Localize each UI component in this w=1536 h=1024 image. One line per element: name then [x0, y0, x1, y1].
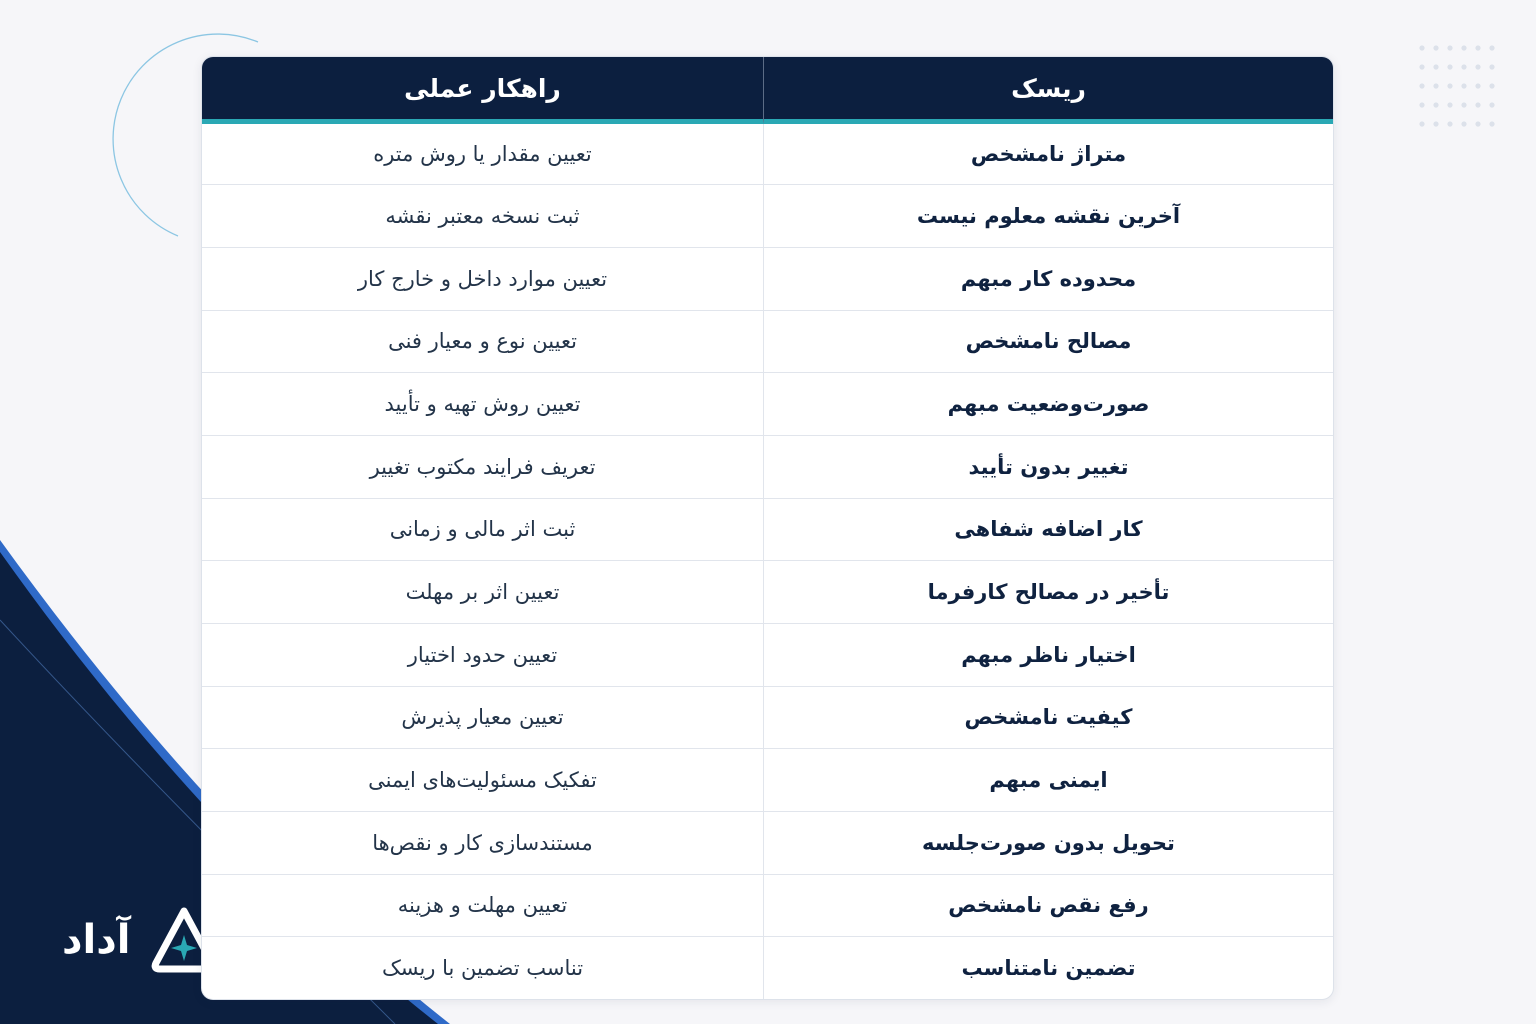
table-row	[202, 247, 1333, 310]
table-row	[202, 498, 1333, 561]
risk-cell: کار اضافه شفاهی	[763, 498, 1333, 561]
risk-cell: مصالح نامشخص	[763, 310, 1333, 373]
solution-cell: تناسب تضمین با ریسک	[202, 936, 763, 999]
risk-cell: کیفیت نامشخص	[763, 686, 1333, 749]
solution-cell: تعیین مهلت و هزینه	[202, 874, 763, 937]
risk-cell: محدوده کار مبهم	[763, 247, 1333, 310]
table-row	[202, 874, 1333, 937]
risk-cell: تحویل بدون صورت‌جلسه	[763, 811, 1333, 874]
risk-cell: تضمین نامتناسب	[763, 936, 1333, 999]
risk-solution-table	[201, 56, 1334, 1000]
table-row	[202, 748, 1333, 811]
solution-cell: تعریف فرایند مکتوب تغییر	[202, 435, 763, 498]
risk-cell: آخرین نقشه معلوم نیست	[763, 184, 1333, 247]
solution-cell: تعیین اثر بر مهلت	[202, 560, 763, 623]
brand-name: آداد	[62, 917, 131, 963]
risk-cell: متراژ نامشخص	[763, 124, 1333, 184]
table-row	[202, 811, 1333, 874]
table-row	[202, 560, 1333, 623]
solution-cell: مستندسازی کار و نقص‌ها	[202, 811, 763, 874]
solution-cell: تعیین نوع و معیار فنی	[202, 310, 763, 373]
risk-cell: اختیار ناظر مبهم	[763, 623, 1333, 686]
risk-cell: ایمنی مبهم	[763, 748, 1333, 811]
risk-cell: صورت‌وضعیت مبهم	[763, 372, 1333, 435]
solution-cell: تعیین معیار پذیرش	[202, 686, 763, 749]
table-row	[202, 686, 1333, 749]
table-row	[202, 372, 1333, 435]
table-header-row	[202, 57, 1333, 124]
column-header-solution: راهکار عملی	[202, 57, 763, 124]
table-row	[202, 936, 1333, 999]
risk-cell: تأخیر در مصالح کارفرما	[763, 560, 1333, 623]
solution-cell: تعیین روش تهیه و تأیید	[202, 372, 763, 435]
table-row	[202, 310, 1333, 373]
dot-grid-decoration	[1419, 45, 1494, 126]
risk-cell: تغییر بدون تأیید	[763, 435, 1333, 498]
table-row	[202, 435, 1333, 498]
table-row	[202, 124, 1333, 184]
table-row	[202, 623, 1333, 686]
solution-cell: ثبت اثر مالی و زمانی	[202, 498, 763, 561]
column-header-risk: ریسک	[763, 57, 1333, 124]
risk-cell: رفع نقص نامشخص	[763, 874, 1333, 937]
solution-cell: تعیین مقدار یا روش متره	[373, 142, 592, 167]
solution-cell: تعیین موارد داخل و خارج کار	[202, 247, 763, 310]
solution-cell: تفکیک مسئولیت‌های ایمنی	[202, 748, 763, 811]
solution-cell: ثبت نسخه معتبر نقشه	[202, 184, 763, 247]
table-row	[202, 184, 1333, 247]
solution-cell: تعیین حدود اختیار	[202, 623, 763, 686]
